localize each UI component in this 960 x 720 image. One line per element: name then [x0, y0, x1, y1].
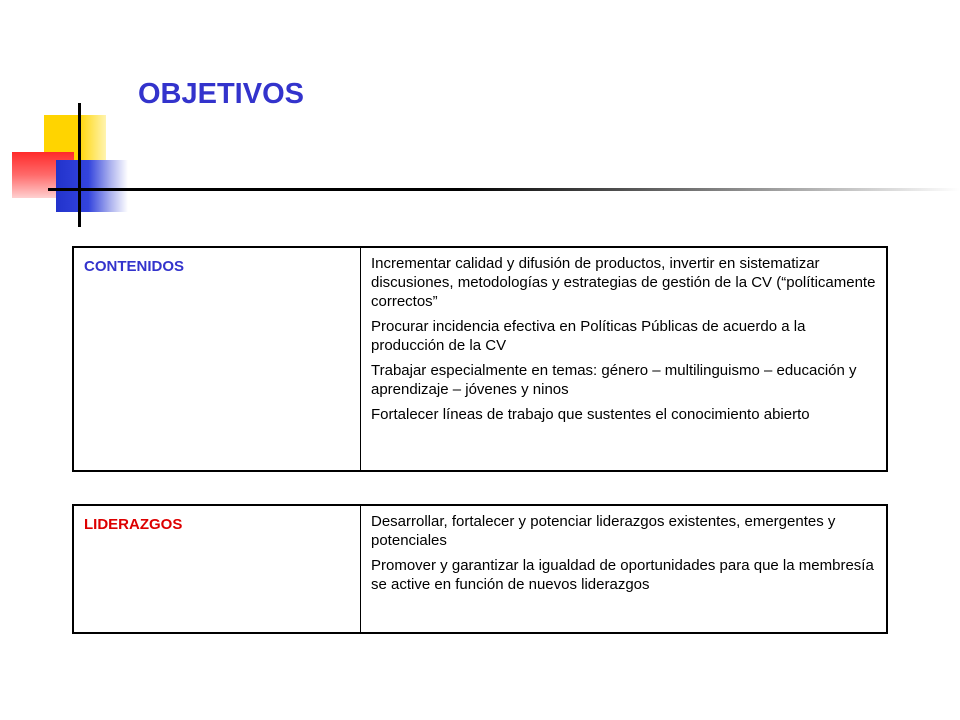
liderazgos-label: LIDERAZGOS [73, 505, 361, 633]
contenidos-table [72, 246, 888, 472]
list-item: Trabajar especialmente en temas: género – multilinguismo – educación y aprendizaje – jóvenes y ninos [371, 362, 857, 398]
contenidos-content [361, 247, 888, 471]
table-row [73, 247, 887, 471]
list-item: Promover y garantizar la igualdad de oportunidades para que la membresía se active en función de nuevos liderazgos [371, 557, 874, 593]
decorative-horizontal-line [48, 188, 960, 191]
list-item: Procurar incidencia efectiva en Políticas Públicas de acuerdo a la producción de la CV [371, 318, 806, 354]
table-row [73, 505, 887, 633]
page-title: OBJETIVOS [138, 78, 304, 110]
decorative-blue-block [56, 160, 128, 212]
list-item: Desarrollar, fortalecer y potenciar liderazgos existentes, emergentes y potenciales [371, 513, 836, 549]
list-item: Fortalecer líneas de trabajo que sustentes el conocimiento abierto [371, 406, 810, 423]
list-item: Incrementar calidad y difusión de productos, invertir en sistematizar discusiones, metodologías y estrategias de gestión de la CV (“políticamente correctos” [371, 255, 876, 310]
liderazgos-table [72, 504, 888, 634]
decorative-vertical-line [78, 103, 81, 227]
contenidos-label: CONTENIDOS [73, 247, 361, 471]
liderazgos-content [361, 505, 888, 633]
